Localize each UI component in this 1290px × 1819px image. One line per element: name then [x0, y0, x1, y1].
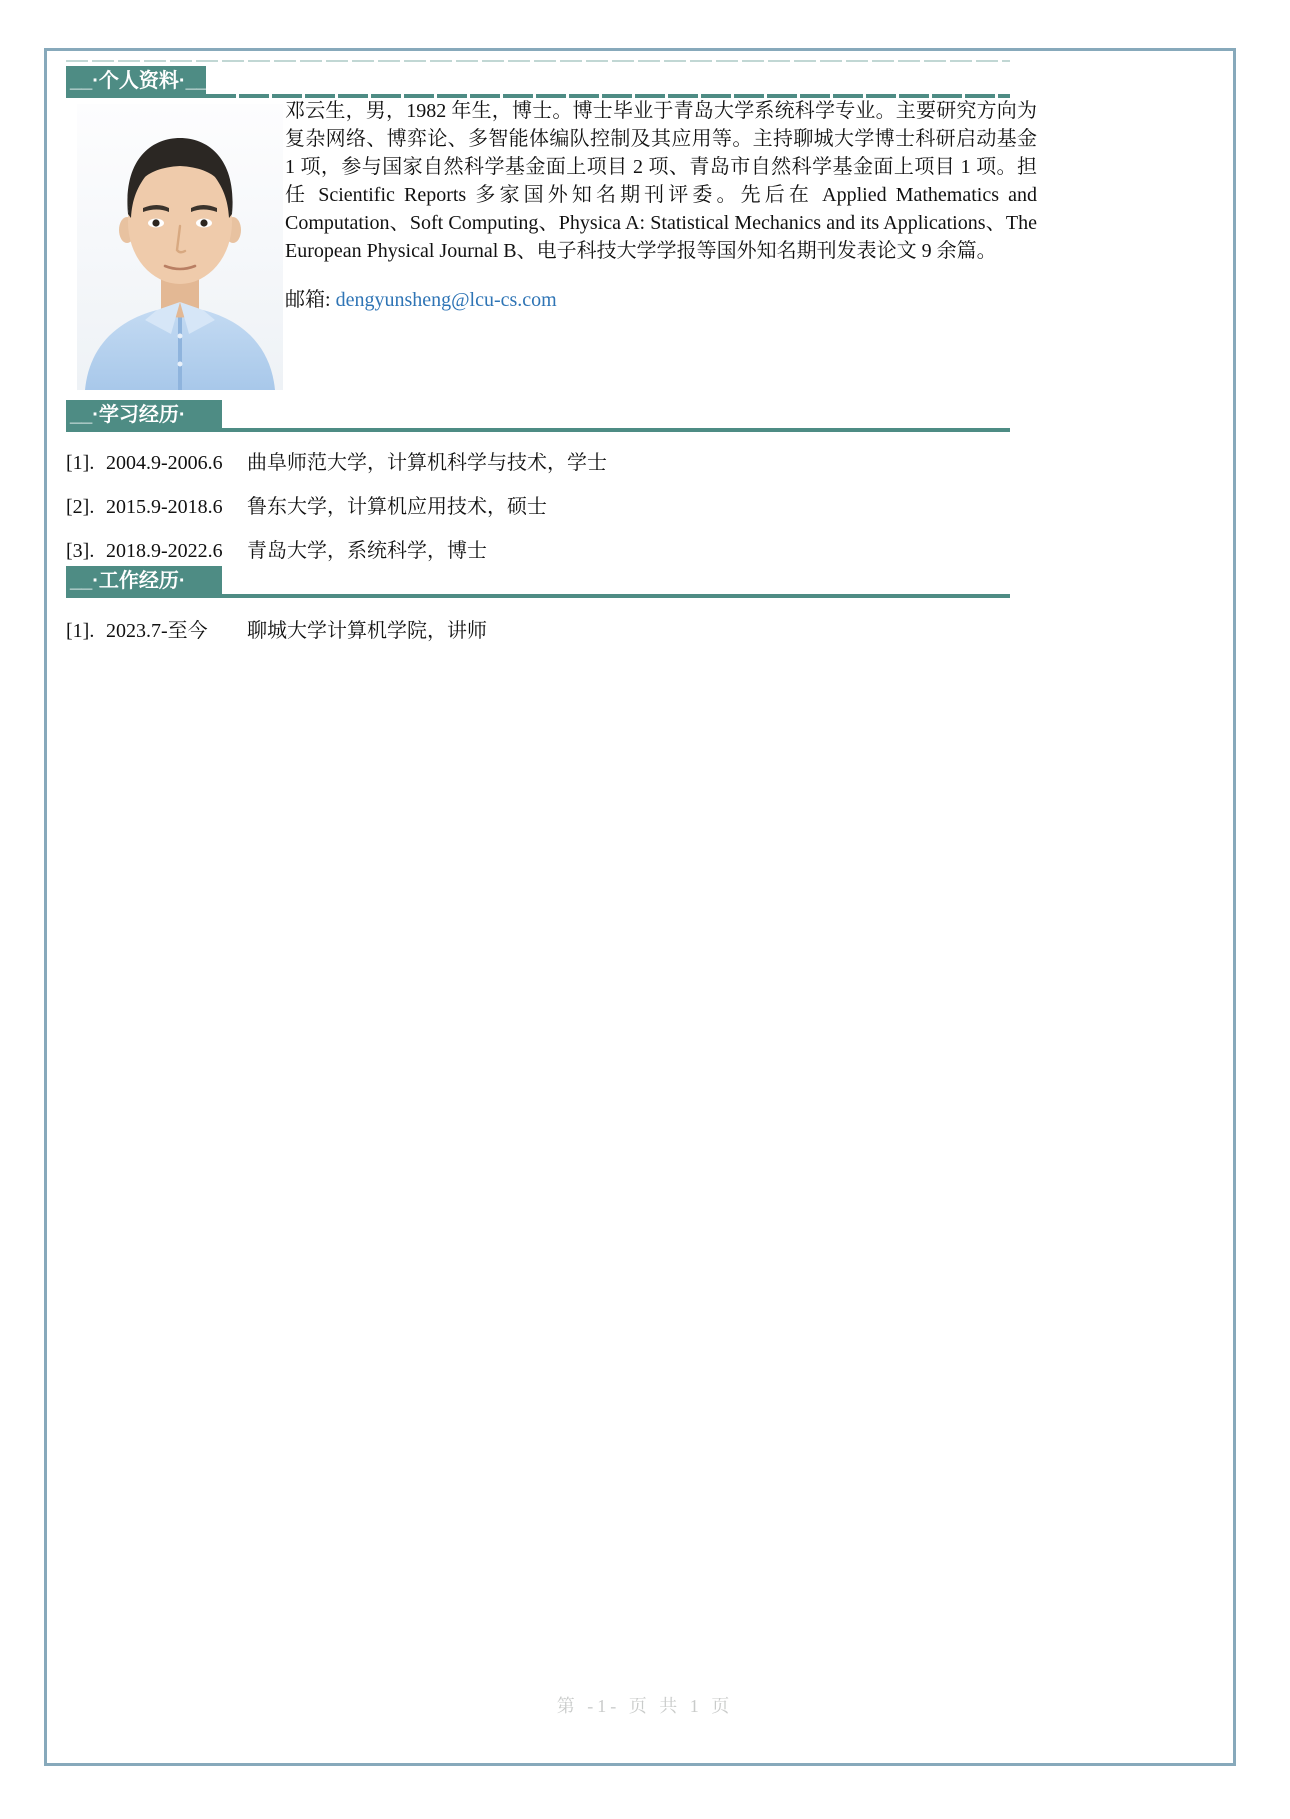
page-number-footer: 第 -1- 页 共 1 页: [556, 1696, 734, 1716]
decorative-dotted-rule: [66, 60, 1010, 62]
bio-paragraph: 邓云生，男，1982 年生，博士。博士毕业于青岛大学系统科学专业。主要研究方向为复杂网络、博弈论、多智能体编队控制及其应用等。主持聊城大学博士科研启动基金 1 项，参与国家自然科学基金面上项目 2 项、青岛市自然科学基金面上项目 1 项。担任 Scientific Reports 多家国外知名期刊评委。先后在 Applied Mathematics and Computation、Soft Computing、Physica A: Statistical Mechanics and its Applications、The European Physical Journal B、电子科技大学学报等国外知名期刊发表论文 9 余篇。: [285, 100, 1037, 262]
row-index: [3].: [66, 540, 95, 562]
row-period: 2018.9-2022.6: [106, 540, 223, 562]
row-index: [1].: [66, 620, 95, 642]
section-header-work: __·工作经历·: [66, 566, 222, 598]
work-underline: [222, 594, 1010, 598]
email-row: [285, 283, 557, 312]
education-underline: [222, 428, 1010, 432]
email-label: 邮箱:: [285, 289, 336, 311]
row-period: 2004.9-2006.6: [106, 452, 223, 474]
row-index: [1].: [66, 452, 95, 474]
work-list: [66, 614, 1026, 658]
row-detail: 青岛大学，系统科学，博士: [247, 540, 487, 562]
section-header-personal-info: __·个人资料·__: [66, 66, 206, 98]
section-header-education: __·学习经历·: [66, 400, 222, 432]
work-row: [66, 614, 1026, 658]
education-list: [66, 446, 1026, 578]
row-index: [2].: [66, 496, 95, 518]
education-row: [66, 490, 1026, 534]
row-detail: 聊城大学计算机学院，讲师: [247, 620, 487, 642]
row-detail: 鲁东大学，计算机应用技术，硕士: [247, 496, 547, 518]
row-detail: 曲阜师范大学，计算机科学与技术，学士: [247, 452, 607, 474]
row-period: 2015.9-2018.6: [106, 496, 223, 518]
profile-photo: [77, 104, 283, 390]
row-period: 2023.7-至今: [106, 620, 208, 642]
education-row: [66, 446, 1026, 490]
portrait-illustration: [77, 104, 283, 390]
email-link[interactable]: dengyunsheng@lcu-cs.com: [335, 289, 557, 311]
